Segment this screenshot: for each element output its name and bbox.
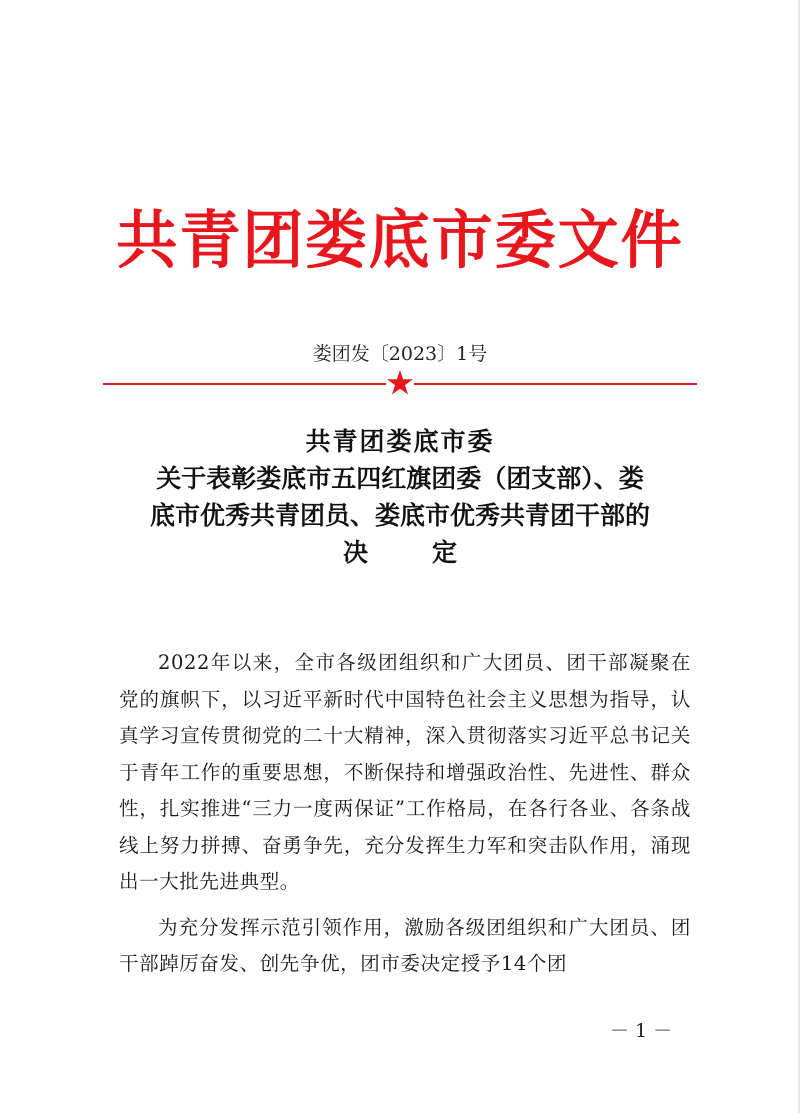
document-number: 娄团发〔2023〕1号 <box>312 343 488 365</box>
page-number: － 1 － <box>610 1020 673 1042</box>
document-title <box>60 423 740 571</box>
document-body <box>119 645 691 992</box>
body-paragraph-2: 为充分发挥示范引领作用，激励各级团组织和广大团员、团干部踔厉奋发、创先争优，团市委决定授予14个团 <box>119 915 691 975</box>
divider-line-left <box>103 383 386 385</box>
divider-line-right <box>414 383 697 385</box>
title-line-3: 底市优秀共青团员、娄底市优秀共青团干部的 <box>149 501 650 530</box>
title-line-2: 关于表彰娄底市五四红旗团委（团支部）、娄 <box>156 464 644 493</box>
star-icon <box>386 369 414 397</box>
title-decision-char-1: 决 <box>342 538 368 567</box>
document-masthead: 共青团娄底市委文件 <box>116 204 684 277</box>
body-paragraph-1: 2022年以来，全市各级团组织和广大团员、团干部凝聚在党的旗帜下，以习近平新时代中国特色社会主义思想为指导，认真学习宣传贯彻党的二十大精神，深入贯彻落实习近平总书记关于青年工作的重要思想，不断保持和增强政治性、先进性、群众性，扎实推进“三力一度两保证”工作格局，在各行各业、各条战线上努力拼搏、奋勇争先，充分发挥生力军和突击队作用，涌现出一大批先进典型。 <box>119 651 691 893</box>
title-decision-char-2: 定 <box>432 538 458 567</box>
title-line-4 <box>60 534 740 571</box>
title-line-1: 共青团娄底市委 <box>305 427 495 456</box>
